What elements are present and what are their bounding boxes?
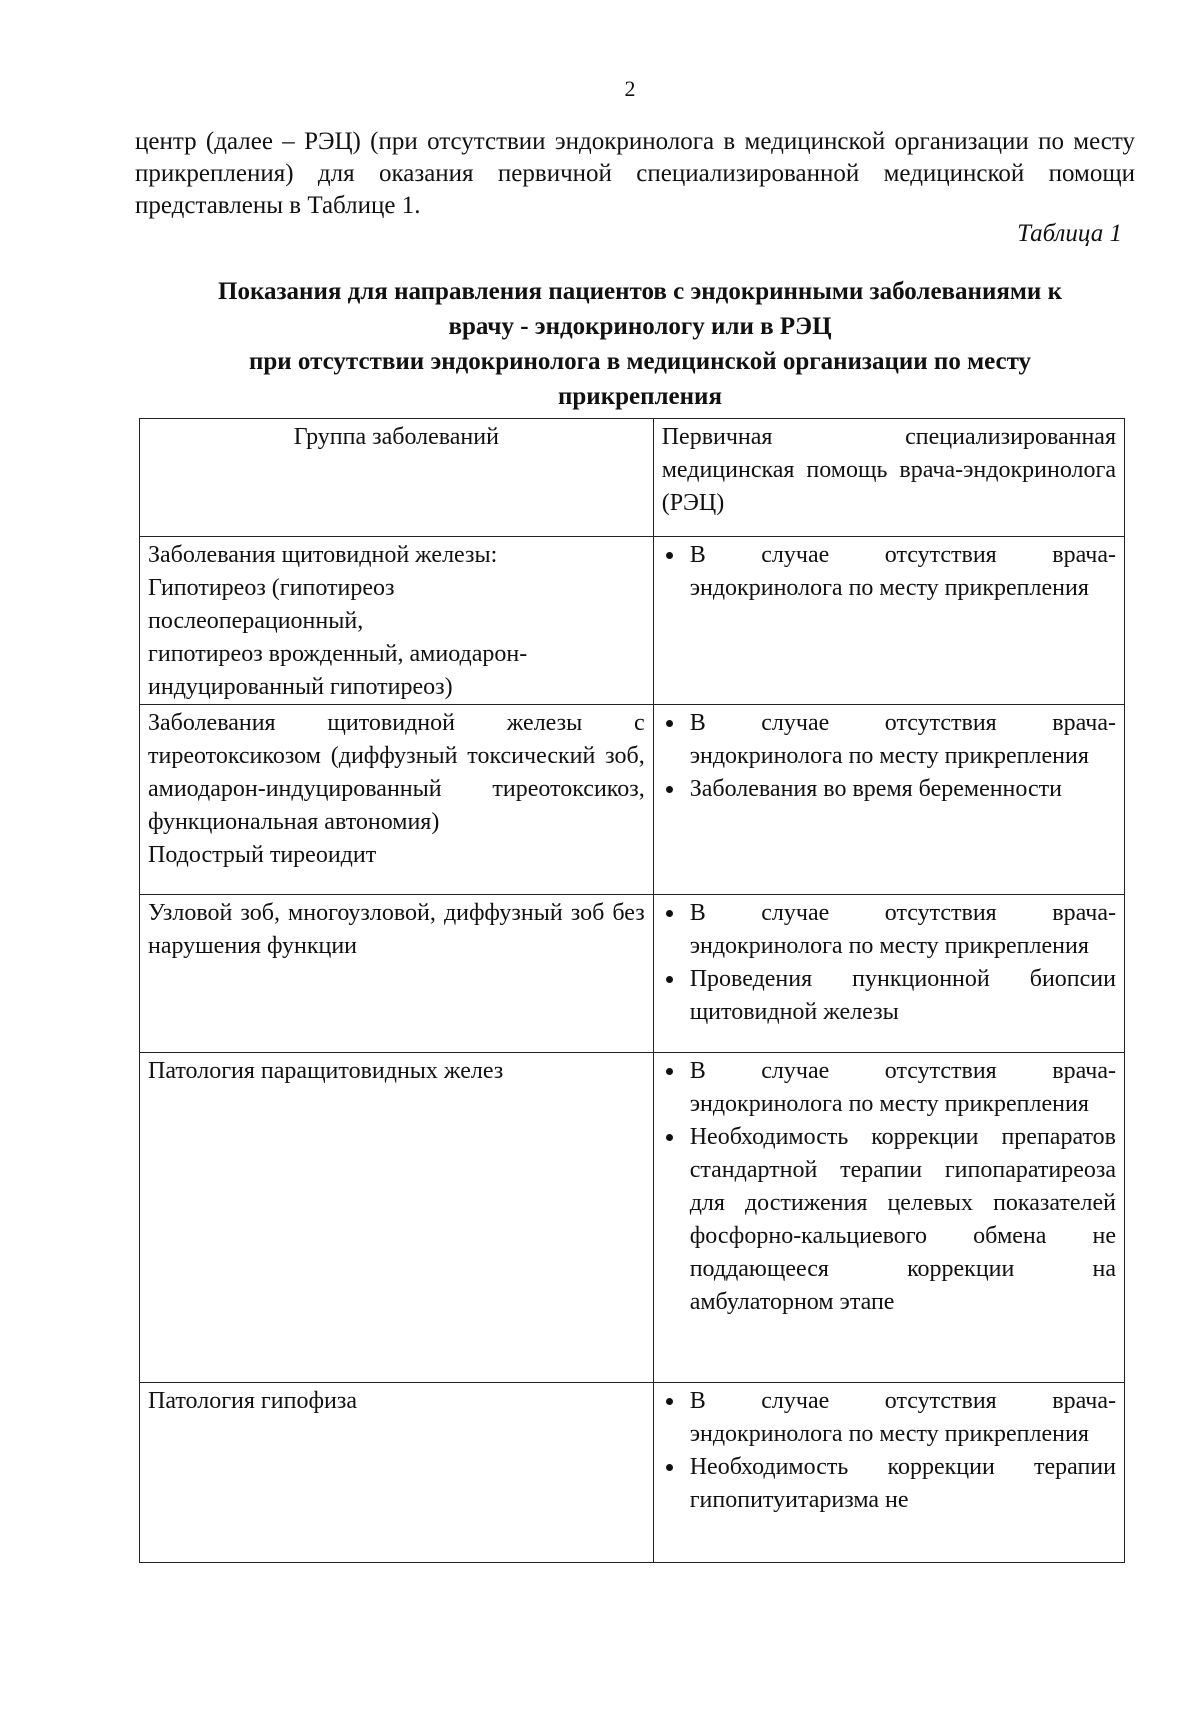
indications-list <box>662 1055 1116 1319</box>
table-header-row <box>140 419 1125 537</box>
header-disease-group: Группа заболеваний <box>140 419 654 537</box>
table-title-line-1: Показания для направления пациентов с эндокринными заболеваниями к <box>218 278 1062 305</box>
indication-item: Необходимость коррекции терапии гипопитуитаризма не <box>690 1451 1116 1517</box>
table-title <box>150 274 1130 414</box>
indications-table <box>139 418 1125 1563</box>
page-number: 2 <box>624 76 636 101</box>
table-title-line-4: прикрепления <box>558 383 722 410</box>
indication-item: Заболевания во время беременности <box>690 773 1116 806</box>
indications-list <box>662 1385 1116 1517</box>
table-title-line-3: при отсутствии эндокринолога в медицинской организации по месту <box>248 348 1032 375</box>
table-row <box>140 537 1125 705</box>
indication-item: В случае отсутствия врача-эндокринолога по месту прикрепления <box>690 707 1116 773</box>
indications-list <box>662 539 1116 605</box>
indication-item: В случае отсутствия врача-эндокринолога по месту прикрепления <box>690 1385 1116 1451</box>
indication-item: Проведения пункционной биопсии щитовидной железы <box>690 963 1116 1029</box>
table-title-line-2: врачу - эндокринологу или в РЭЦ <box>448 313 832 340</box>
indication-item: Необходимость коррекции препаратов стандартной терапии гипопаратиреоза для достижения целевых показателей фосфорно-кальциевого обмена не поддающееся коррекции на амбулаторном этапе <box>690 1121 1116 1319</box>
indications-cell <box>653 705 1124 895</box>
indications-cell <box>653 537 1124 705</box>
table-row <box>140 705 1125 895</box>
disease-group-line: Узловой зоб, многоузловой, диффузный зоб без нарушения функции <box>148 900 645 959</box>
disease-group-line: Гипотиреоз (гипотиреоз послеоперационный, <box>148 575 395 634</box>
disease-group-line: гипотиреоз врожденный, амиодарон-индуцированный гипотиреоз) <box>148 641 528 700</box>
indications-list <box>662 897 1116 1029</box>
disease-group-line: Заболевания щитовидной железы с тиреотоксикозом (диффузный токсический зоб, амиодарон-индуцированный тиреотоксикоз, функциональная автономия) <box>148 710 645 835</box>
indication-item: В случае отсутствия врача-эндокринолога по месту прикрепления <box>690 1055 1116 1121</box>
disease-group-line: Патология гипофиза <box>148 1388 357 1414</box>
disease-group-line: Заболевания щитовидной железы: <box>148 542 498 568</box>
table-row <box>140 1053 1125 1383</box>
disease-group-cell <box>140 537 654 705</box>
table-label: Таблица 1 <box>1017 220 1122 247</box>
disease-group-cell <box>140 1383 654 1563</box>
indication-item: В случае отсутствия врача-эндокринолога по месту прикрепления <box>690 897 1116 963</box>
disease-group-cell <box>140 1053 654 1383</box>
indications-cell <box>653 895 1124 1053</box>
disease-group-cell <box>140 895 654 1053</box>
disease-group-line: Подострый тиреоидит <box>148 842 377 868</box>
header-specialized-care: Первичная специализированная медицинская помощь врача-эндокринолога (РЭЦ) <box>653 419 1124 537</box>
indications-cell <box>653 1383 1124 1563</box>
disease-group-line: Патология паращитовидных желез <box>148 1058 504 1084</box>
disease-group-cell <box>140 705 654 895</box>
table-row <box>140 1383 1125 1563</box>
indications-cell <box>653 1053 1124 1383</box>
intro-paragraph: центр (далее – РЭЦ) (при отсутствии эндокринолога в медицинской организации по месту прикрепления) для оказания первичной специализированной медицинской помощи представлены в Таблице 1. <box>135 128 1135 219</box>
indications-list <box>662 707 1116 806</box>
indication-item: В случае отсутствия врача-эндокринолога по месту прикрепления <box>690 539 1116 605</box>
table-row <box>140 895 1125 1053</box>
